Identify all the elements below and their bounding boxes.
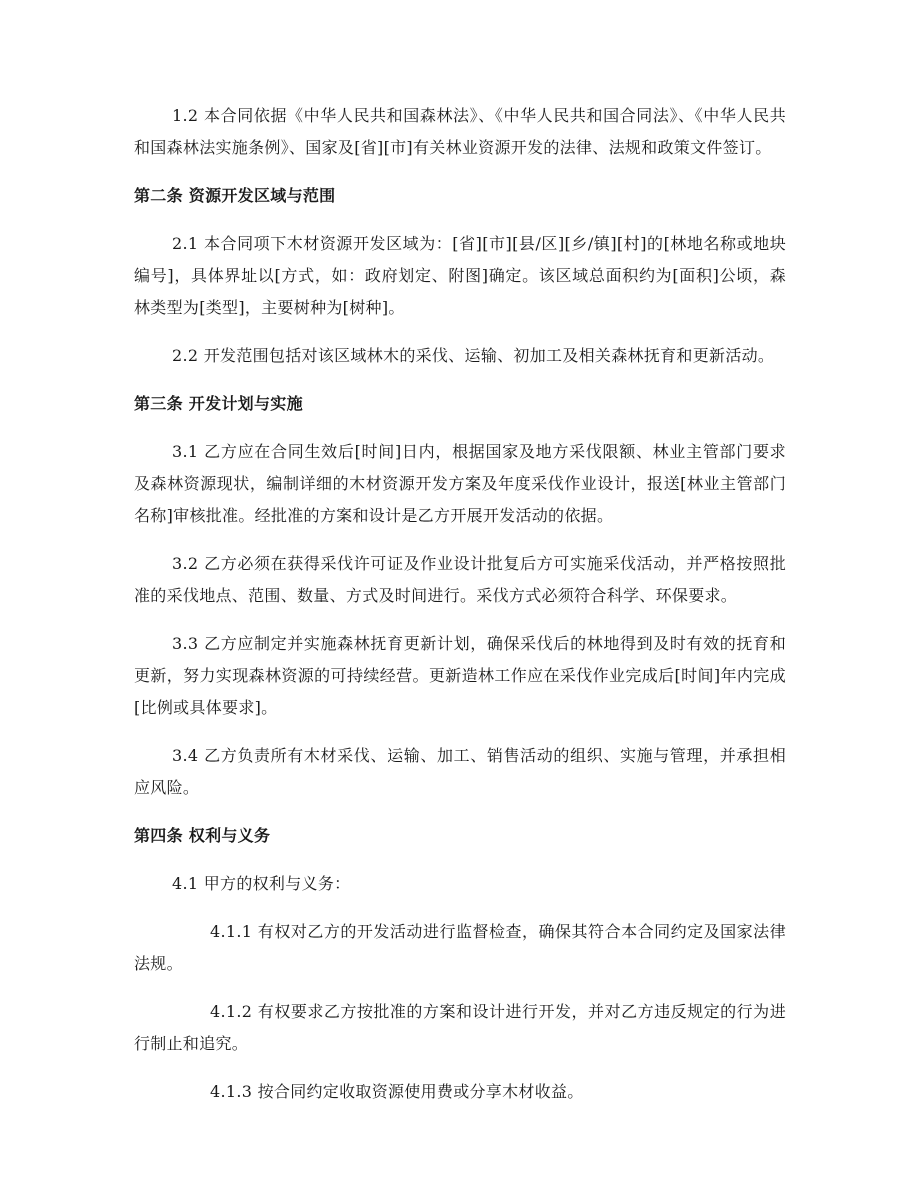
clause-2-1: 2.1 本合同项下木材资源开发区域为：[省][市][县/区][乡/镇][村]的[林地名称或地块编号]，具体界址以[方式，如：政府划定、附图]确定。该区域总面积约为[面积]公顷，森林类型为[类型]，主要树种为[树种]。 [134,234,786,317]
clause-2-2: 2.2 开发范围包括对该区域林木的采伐、运输、初加工及相关森林抚育和更新活动。 [172,346,775,365]
article-2-heading: 第二条 资源开发区域与范围 [134,186,336,205]
clause-3-1: 3.1 乙方应在合同生效后[时间]日内，根据国家及地方采伐限额、林业主管部门要求及森林资源现状，编制详细的木材资源开发方案及年度采伐作业设计，报送[林业主管部门名称]审核批准。经批准的方案和设计是乙方开展开发活动的依据。 [134,442,786,525]
clause-4-1: 4.1 甲方的权利与义务： [172,874,351,893]
article-4-heading: 第四条 权利与义务 [134,826,271,845]
clause-4-1-3: 4.1.3 按合同约定收取资源使用费或分享木材收益。 [210,1082,584,1101]
clause-4-1-2: 4.1.2 有权要求乙方按批准的方案和设计进行开发，并对乙方违反规定的行为进行制止和追究。 [134,1002,786,1053]
clause-3-3: 3.3 乙方应制定并实施森林抚育更新计划，确保采伐后的林地得到及时有效的抚育和更新，努力实现森林资源的可持续经营。更新造林工作应在采伐作业完成后[时间]年内完成[比例或具体要求]。 [134,634,786,717]
clause-1-2: 1.2 本合同依据《中华人民共和国森林法》、《中华人民共和国合同法》、《中华人民共和国森林法实施条例》、国家及[省][市]有关林业资源开发的法律、法规和政策文件签订。 [134,106,786,157]
clause-3-4: 3.4 乙方负责所有木材采伐、运输、加工、销售活动的组织、实施与管理，并承担相应风险。 [134,746,786,797]
clause-3-2: 3.2 乙方必须在获得采伐许可证及作业设计批复后方可实施采伐活动，并严格按照批准的采伐地点、范围、数量、方式及时间进行。采伐方式必须符合科学、环保要求。 [134,554,786,605]
clause-4-1-1: 4.1.1 有权对乙方的开发活动进行监督检查，确保其符合本合同约定及国家法律法规。 [134,922,786,973]
article-3-heading: 第三条 开发计划与实施 [134,394,303,413]
